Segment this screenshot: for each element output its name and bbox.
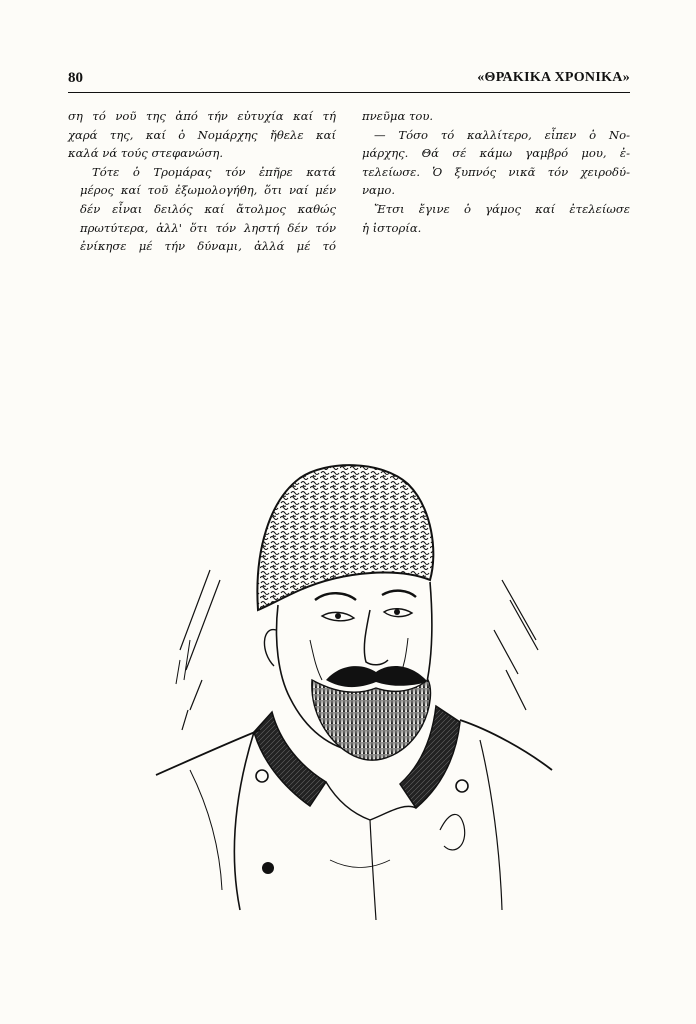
paragraph — [68, 107, 336, 163]
page-header — [68, 70, 630, 92]
paragraph — [362, 107, 630, 126]
paragraph — [68, 163, 336, 256]
text-line: τελείωσε. Ὁ ξυπνός νικᾶ τόν χειροδύ- — [362, 164, 630, 179]
text-line: ἐνίκησε μέ τήν δύναμι, ἀλλά μέ τό — [80, 239, 336, 254]
text-line: Τότε ὁ Τρομάρας τόν ἐπῆρε κατά — [92, 164, 336, 179]
running-head: «ΘΡΑΚΙΚΑ ΧΡΟΝΙΚΑ» — [477, 70, 630, 85]
text-line: Ἔτσι ἔγινε ὁ γάμος καί ἐτελείωσε — [374, 201, 630, 216]
text-line: — Τόσο τό καλλίτερο, εἶπεν ὁ Νο- — [374, 127, 630, 142]
text-line: δέν εἶναι δειλός καί ἄτολμος καθώς — [80, 201, 336, 216]
left-column — [68, 107, 336, 256]
beard-shape — [312, 680, 431, 760]
text-line: χαρά της, καί ὁ Νομάρχης ἤθελε καί — [68, 127, 336, 142]
paragraph — [362, 126, 630, 200]
text-line: ση τό νοῦ της ἀπό τήν εὐτυχία καί τή — [68, 109, 336, 123]
text-line: μέρος καί τοῦ ἐξωμολογήθη, ὅτι ναί μέν — [80, 183, 336, 198]
text-line: ναμο. — [362, 183, 396, 198]
text-line: μάρχης. Θά σέ κάμω γαμβρό μου, ἐ- — [362, 146, 630, 161]
text-line: πρωτύτερα, ἀλλ' ὅτι τόν ληστή δέν τόν — [80, 220, 336, 235]
text-line: πνεῦμα του. — [362, 109, 434, 123]
text-line: ἡ ἱστορία. — [362, 220, 422, 235]
page-number: 80 — [68, 70, 83, 86]
moustache-shape — [326, 666, 428, 687]
text-line: καλά νά τούς στεφανώση. — [68, 146, 224, 161]
header-rule — [68, 92, 630, 93]
portrait-illustration — [150, 430, 560, 930]
paragraph — [362, 200, 630, 237]
hat-shape — [257, 465, 433, 610]
right-column — [362, 107, 630, 237]
